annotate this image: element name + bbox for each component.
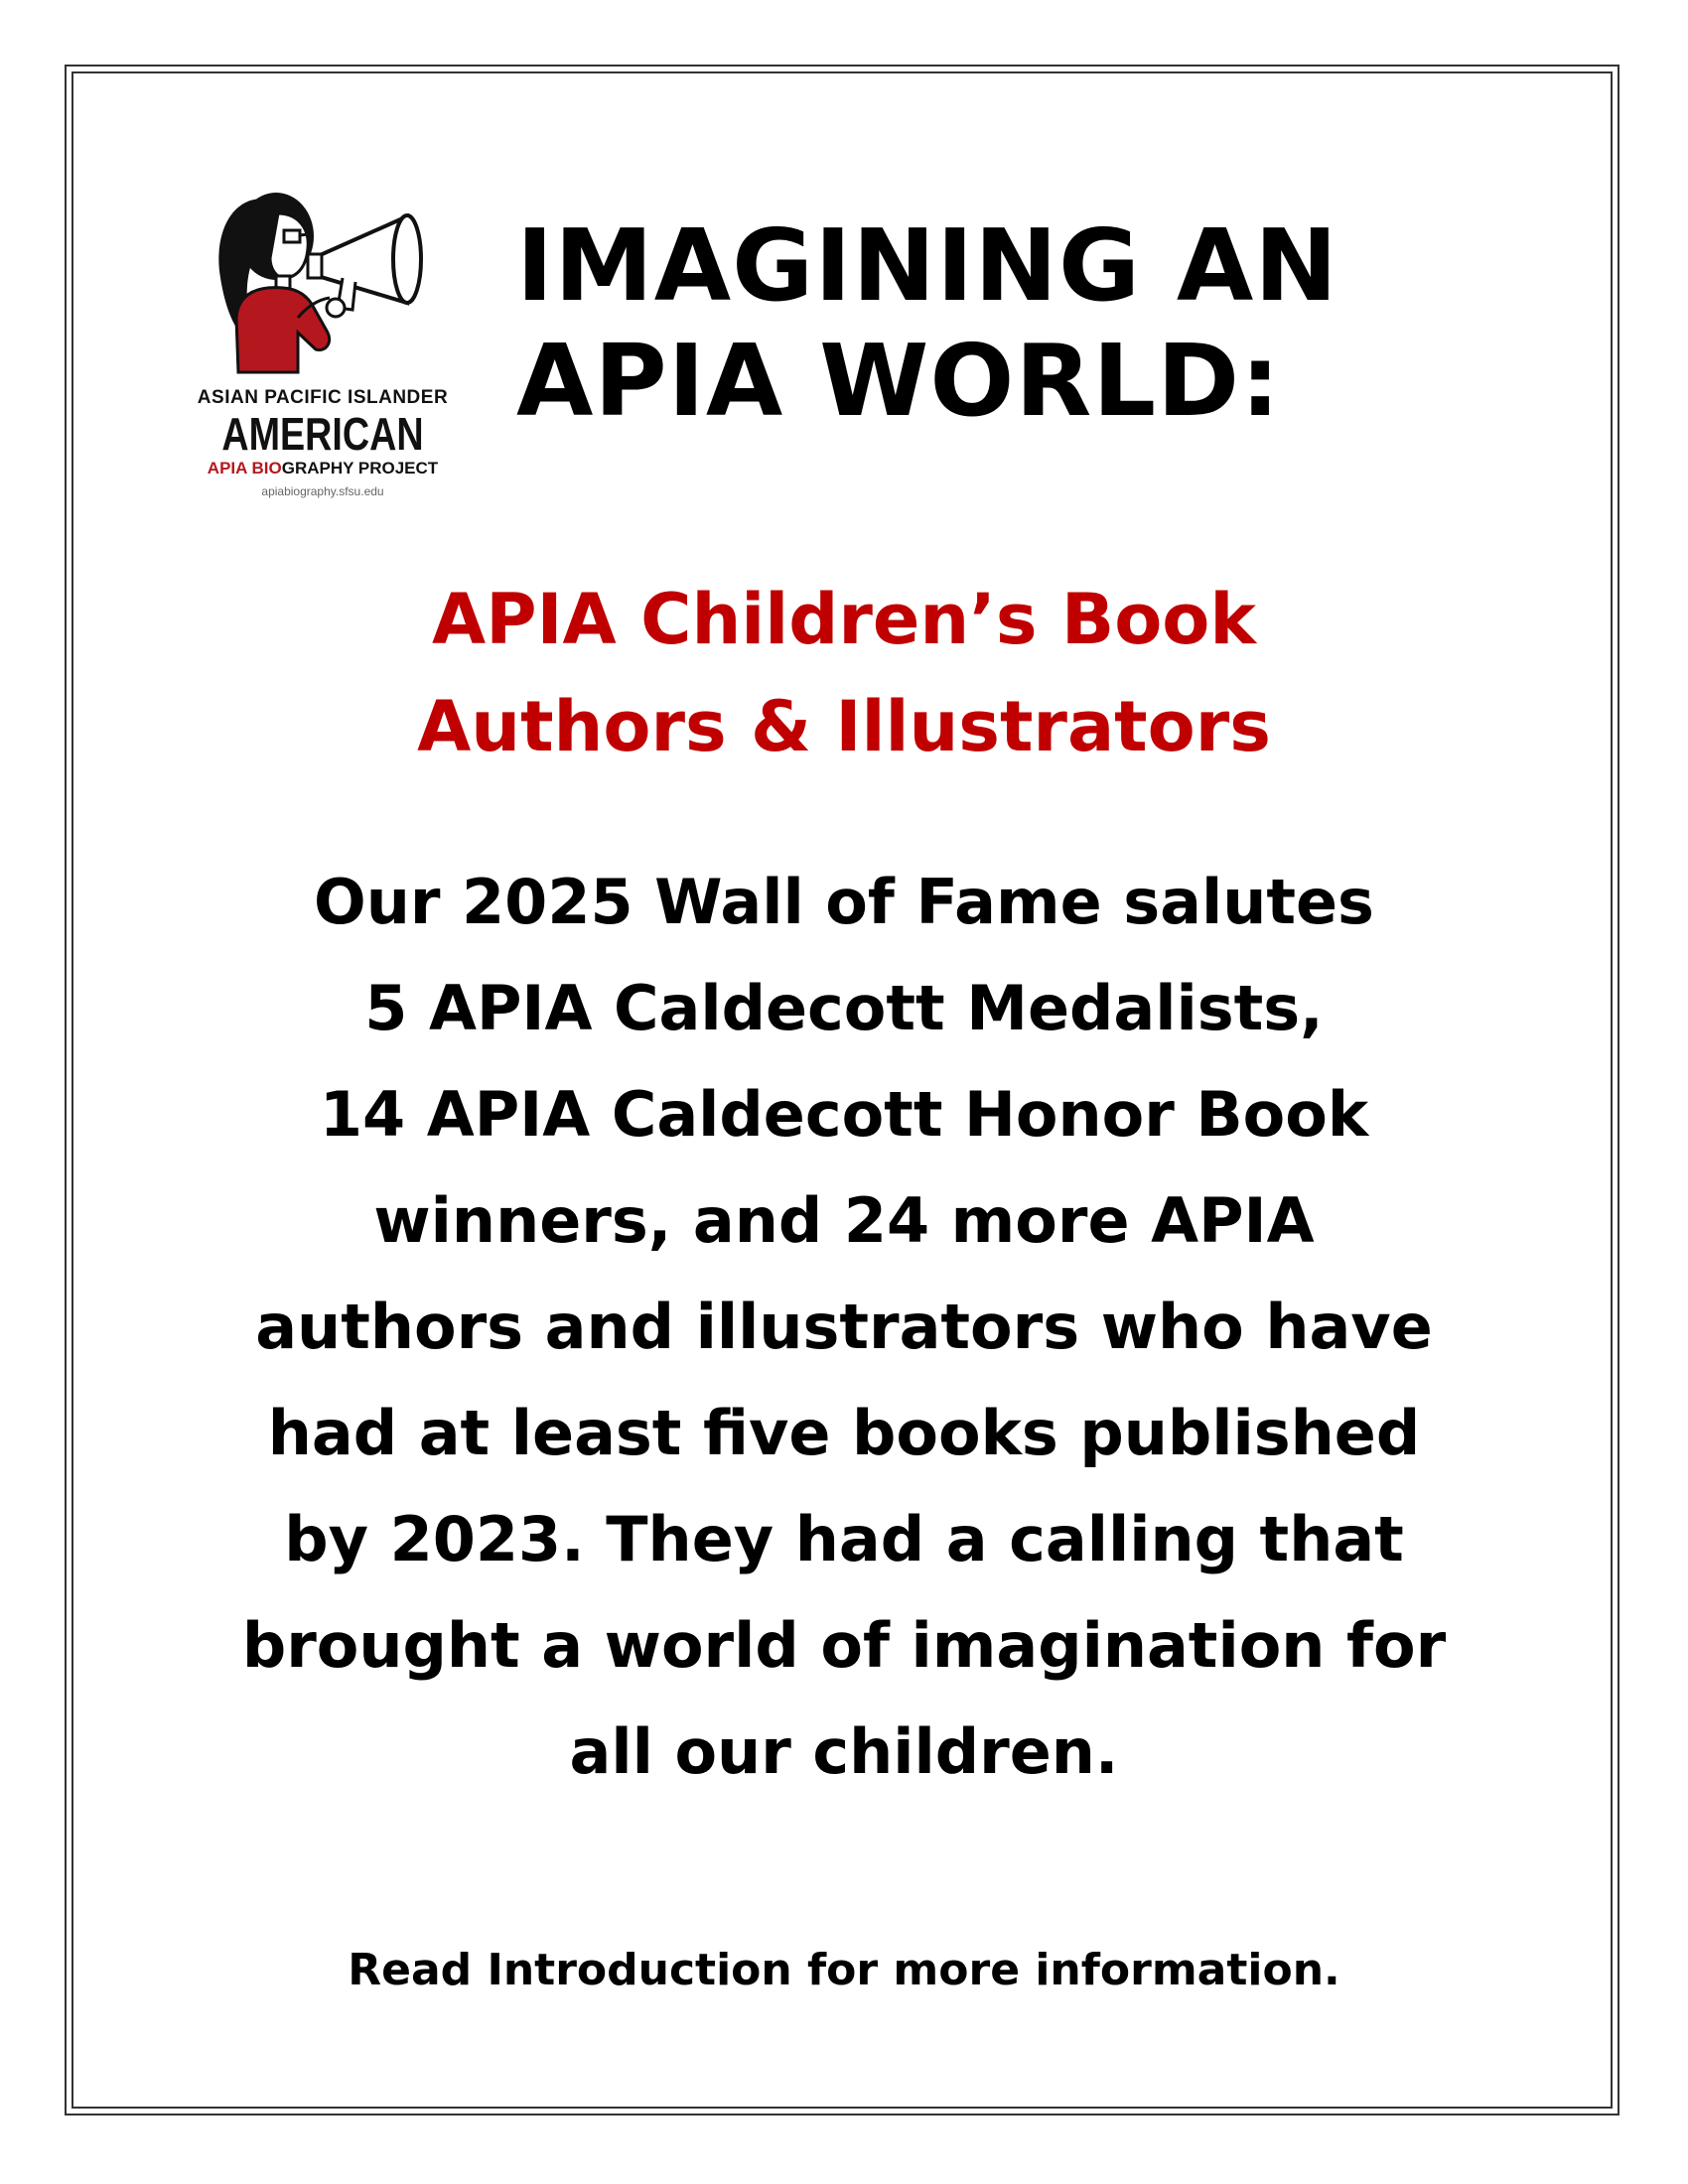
- logo-url: apiabiography.sfsu.edu: [261, 484, 384, 498]
- apia-biography-project-logo: [159, 169, 487, 521]
- body-line: 5 APIA Caldecott Medalists,: [364, 972, 1324, 1044]
- page-subtitle: [99, 566, 1589, 780]
- body-line: 14 APIA Caldecott Honor Book: [319, 1078, 1369, 1151]
- person-with-megaphone-icon: [159, 169, 487, 382]
- body-line: brought a world of imagination for: [241, 1609, 1447, 1682]
- page-title: [516, 208, 1509, 439]
- body-line: Our 2025 Wall of Fame salutes: [314, 866, 1374, 938]
- logo-text-american: AMERICAN: [221, 408, 424, 460]
- logo-text-red-part: APIA BIO: [207, 459, 282, 478]
- body-line: had at least five books published: [267, 1397, 1421, 1469]
- body-line: winners, and 24 more APIA: [373, 1184, 1315, 1257]
- subtitle-line-2: Authors & Illustrators: [417, 686, 1271, 767]
- read-introduction-note: Read Introduction for more information.: [348, 1945, 1340, 1995]
- title-line-1: IMAGINING AN: [516, 207, 1338, 324]
- body-line: all our children.: [569, 1715, 1119, 1788]
- body-line: authors and illustrators who have: [255, 1291, 1433, 1363]
- logo-text-black-part: GRAPHY PROJECT: [281, 459, 439, 478]
- title-line-2: APIA WORLD:: [516, 323, 1282, 439]
- body-line: by 2023. They had a calling that: [284, 1503, 1404, 1575]
- logo-text-apia-biography-project: [159, 459, 487, 478]
- subtitle-line-1: APIA Children’s Book: [432, 579, 1256, 660]
- body-paragraph: [99, 849, 1589, 1805]
- logo-text-asian-pacific-islander: ASIAN PACIFIC ISLANDER: [197, 387, 449, 408]
